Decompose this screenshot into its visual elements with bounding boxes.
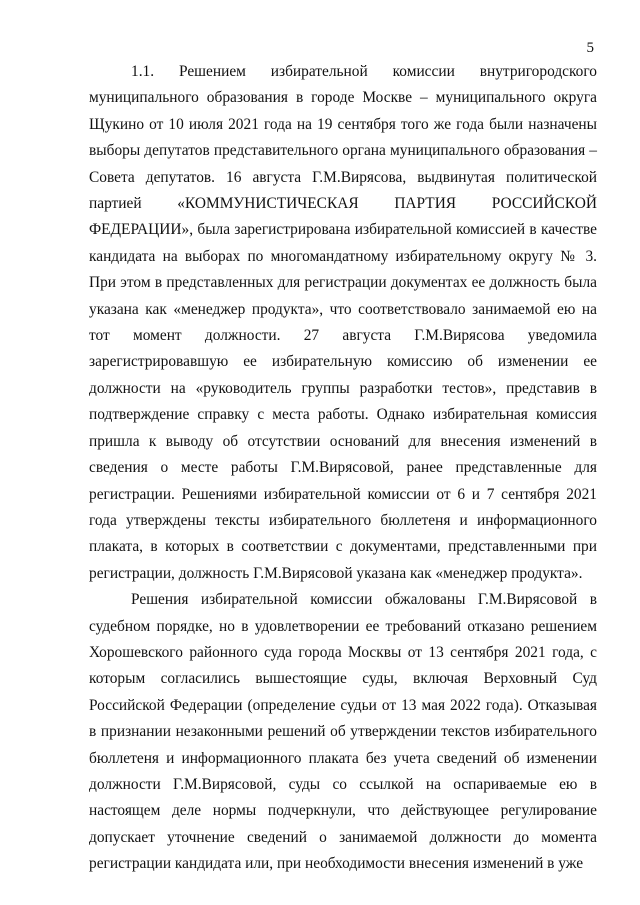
document-body: [89, 59, 597, 878]
page-number: 5: [586, 40, 594, 56]
paragraph-2: Решения избирательной комиссии обжалованы Г.М.Вирясовой в судебном порядке, но в удовлетворении ее требований отказано решением Хорошевского районного суда города Москвы от 13 сентября 2021 года, с которым согласились вышестоящие суды, включая Верховный Суд Российской Федерации (определение судьи от 13 мая 2022 года). Отказывая в признании незаконными решений об утверждении текстов избирательного бюллетеня и информационного плаката без учета сведений об изменении должности Г.М.Вирясовой, суды со ссылкой на оспариваемые ею в настоящем деле нормы подчеркнули, что действующее регулирование допускает уточнение сведений о занимаемой должности до момента регистрации кандидата или, при необходимости внесения изменений в уже: [89, 591, 597, 873]
paragraph-1: 1.1. Решением избирательной комиссии внутригородского муниципального образования в городе Москве – муниципального округа Щукино от 10 июля 2021 года на 19 сентября того же года были назначены выборы депутатов представительного органа муниципального образования – Совета депутатов. 16 августа Г.М.Вирясова, выдвинутая политической партией «КОММУНИСТИЧЕСКАЯ ПАРТИЯ РОССИЙСКОЙ ФЕДЕРАЦИИ», была зарегистрирована избирательной комиссией в качестве кандидата на выборах по многомандатному избирательному округу № 3. При этом в представленных для регистрации документах ее должность была указана как «менеджер продукта», что соответствовало занимаемой ею на тот момент должности. 27 августа Г.М.Вирясова уведомила зарегистрировавшую ее избирательную комиссию об изменении ее должности на «руководитель группы разработки тестов», представив в подтверждение справку с места работы. Однако избирательная комиссия пришла к выводу об отсутствии оснований для внесения изменений в сведения о месте работы Г.М.Вирясовой, ранее представленные для регистрации. Решениями избирательной комиссии от 6 и 7 сентября 2021 года утверждены тексты избирательного бюллетеня и информационного плаката, в которых в соответствии с документами, представленными при регистрации, должность Г.М.Вирясовой указана как «менеджер продукта».: [89, 63, 597, 582]
